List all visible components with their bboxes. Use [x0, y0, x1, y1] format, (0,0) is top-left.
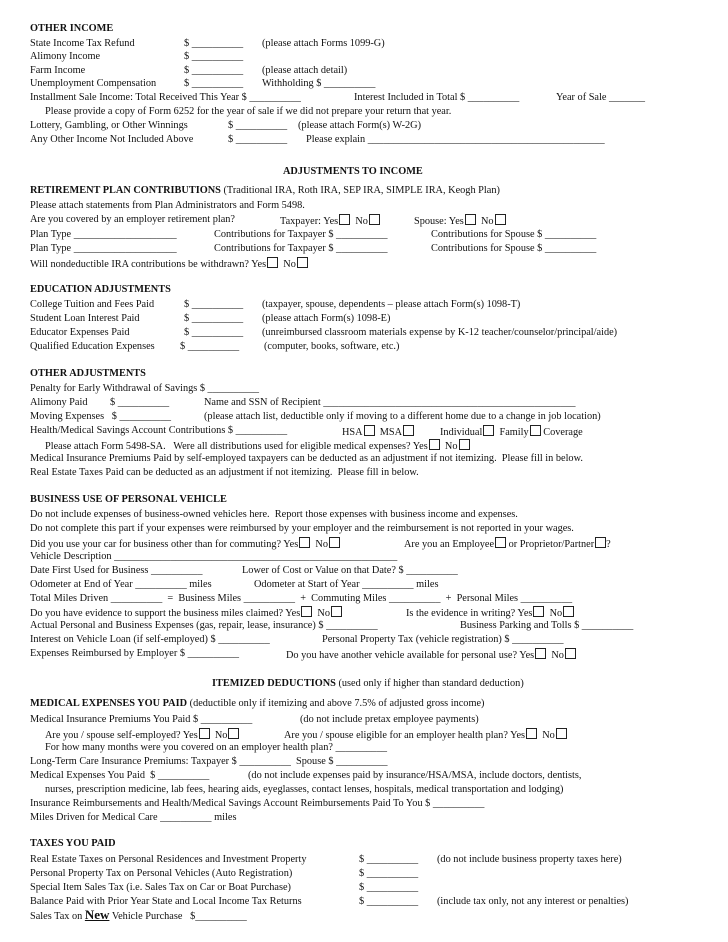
commute-no-label: No	[315, 539, 328, 550]
taxpayer-no-label: No	[355, 216, 368, 227]
nondeductible-no-checkbox[interactable]	[297, 257, 308, 268]
sales-tax-prefix: Sales Tax on	[30, 911, 83, 922]
retirement-covered-question: Are you covered by an employer retirement plan?	[30, 214, 235, 225]
other-adjustments-heading: OTHER ADJUSTMENTS	[30, 368, 146, 379]
commute-question-label: Did you use your car for business other than for commuting? Yes	[30, 539, 299, 550]
medical-premiums-note: (do not include pretax employee payments)	[300, 714, 479, 725]
hsa-label: HSA	[342, 427, 363, 438]
state-refund-note: (please attach Forms 1099-G)	[262, 38, 385, 49]
sales-tax-new-label: New	[84, 907, 110, 922]
moving-expenses[interactable]: Moving Expenses $ __________	[30, 411, 172, 422]
student-loan-amount[interactable]: $ __________	[184, 313, 244, 324]
writing-question	[406, 606, 574, 620]
lottery-label: Lottery, Gambling, or Other Winnings	[30, 120, 188, 131]
odometer-end[interactable]: Odometer at End of Year __________ miles	[30, 579, 212, 590]
hsa-checkbox[interactable]	[364, 425, 375, 436]
coverage-label: Coverage	[543, 427, 583, 438]
evidence-yes-checkbox[interactable]	[301, 606, 312, 617]
nondeductible-ira-label: Will nondeductible IRA contributions be withdrawn? Yes	[30, 259, 267, 270]
retirement-heading-line	[30, 185, 500, 197]
hsa-contributions[interactable]: Health/Medical Savings Account Contributions $ __________	[30, 425, 288, 436]
education-heading: EDUCATION ADJUSTMENTS	[30, 284, 171, 295]
eligible-plan-no-checkbox[interactable]	[556, 728, 567, 739]
another-vehicle-no-label: No	[551, 650, 564, 661]
medical-expenses-paid[interactable]: Medical Expenses You Paid $ __________	[30, 770, 210, 781]
student-loan-label: Student Loan Interest Paid	[30, 313, 140, 324]
spouse-yes-label: Spouse: Yes	[414, 216, 464, 227]
adjustments-heading: ADJUSTMENTS TO INCOME	[283, 166, 423, 177]
alimony-income-label: Alimony Income	[30, 51, 101, 62]
individual-coverage-checkbox[interactable]	[483, 425, 494, 436]
state-refund-amount[interactable]: $ __________	[184, 38, 244, 49]
any-other-income-label: Any Other Income Not Included Above	[30, 134, 194, 145]
family-label: Family	[499, 427, 529, 438]
farm-income-note: (please attach detail)	[262, 65, 348, 76]
nondeductible-yes-checkbox[interactable]	[267, 257, 278, 268]
insurance-reimbursements[interactable]: Insurance Reimbursements and Health/Medical Savings Account Reimbursements Paid To You $ __________	[30, 798, 485, 809]
eligible-plan-question	[284, 728, 567, 742]
plan-type-2[interactable]: Plan Type ____________________	[30, 243, 177, 254]
farm-income-label: Farm Income	[30, 65, 86, 76]
educator-note: (unreimbursed classroom materials expense by K-12 teacher/counselor/principal/aide)	[262, 327, 618, 338]
special-sales-tax-amount[interactable]: $ __________	[359, 882, 419, 893]
long-term-care-premiums[interactable]: Long-Term Care Insurance Premiums: Taxpayer $ __________ Spouse $ __________	[30, 756, 388, 767]
commute-yes-checkbox[interactable]	[299, 537, 310, 548]
unemployment-label: Unemployment Compensation	[30, 78, 157, 89]
medical-expenses-note-2: nurses, prescription medicine, lab fees, hearing aids, eyeglasses, contact lenses, hospitals, medical transportation and lodging)	[45, 784, 564, 795]
total-miles-driven[interactable]: Total Miles Driven __________ = Business Miles __________ + Commuting Miles __________ + Personal Miles __________	[30, 593, 573, 604]
eligible-plan-label: Are you / spouse eligible for an employer health plan? Yes	[284, 730, 526, 741]
msa-checkbox[interactable]	[403, 425, 414, 436]
real-estate-taxes-amount[interactable]: $ __________	[359, 854, 419, 865]
plan-type-1[interactable]: Plan Type ____________________	[30, 229, 177, 240]
taxes-paid-heading: TAXES YOU PAID	[30, 838, 116, 849]
spouse-covered-group	[414, 214, 506, 228]
alimony-paid-amount[interactable]: $ __________	[110, 397, 170, 408]
employee-label: Are you an Employee	[404, 539, 495, 550]
vehicle-property-tax[interactable]: Personal Property Tax (vehicle registration) $ __________	[322, 634, 564, 645]
evidence-no-checkbox[interactable]	[331, 606, 342, 617]
vehicle-description[interactable]: Vehicle Description _______________________________________________________	[30, 551, 398, 562]
retirement-subheading: (Traditional IRA, Roth IRA, SEP IRA, SIMPLE IRA, Keogh Plan)	[223, 185, 500, 196]
tuition-note: (taxpayer, spouse, dependents – please attach Form(s) 1098-T)	[262, 299, 521, 310]
lottery-note: (please attach Form(s) W-2G)	[298, 120, 422, 131]
tuition-label: College Tuition and Fees Paid	[30, 299, 155, 310]
educator-label: Educator Expenses Paid	[30, 327, 130, 338]
hsa-note: Please attach Form 5498-SA. Were all distributions used for eligible medical expenses? Yes	[45, 441, 428, 452]
self-employed-no-checkbox[interactable]	[228, 728, 239, 739]
sales-tax-suffix[interactable]: Vehicle Purchase $__________	[111, 911, 247, 922]
installment-year[interactable]: Year of Sale _______	[556, 92, 646, 103]
actual-expenses[interactable]: Actual Personal and Business Expenses (gas, repair, lease, insurance) $ __________	[30, 620, 378, 631]
coverage-group	[440, 425, 583, 439]
employee-checkbox[interactable]	[495, 537, 506, 548]
eligible-plan-yes-checkbox[interactable]	[526, 728, 537, 739]
writing-yes-checkbox[interactable]	[533, 606, 544, 617]
vehicle-heading: BUSINESS USE OF PERSONAL VEHICLE	[30, 494, 227, 505]
installment-sale-label[interactable]: Installment Sale Income: Total Received This Year $ __________	[30, 92, 301, 103]
special-sales-tax-label: Special Item Sales Tax (i.e. Sales Tax on Car or Boat Purchase)	[30, 882, 291, 893]
balance-paid-amount[interactable]: $ __________	[359, 896, 419, 907]
new-vehicle-sales-tax	[30, 909, 247, 923]
another-vehicle-question	[286, 648, 576, 662]
contrib-taxpayer-2[interactable]: Contributions for Taxpayer $ __________	[214, 243, 388, 254]
contrib-taxpayer-1[interactable]: Contributions for Taxpayer $ __________	[214, 229, 388, 240]
parking-tolls[interactable]: Business Parking and Tolls $ __________	[460, 620, 634, 631]
alimony-recipient-ssn[interactable]: Name and SSN of Recipient _________________________________________________	[204, 397, 576, 408]
penalty-early-withdrawal[interactable]: Penalty for Early Withdrawal of Savings $ __________	[30, 383, 260, 394]
commute-question	[30, 537, 340, 551]
evidence-no-label: No	[317, 608, 330, 619]
contrib-spouse-2[interactable]: Contributions for Spouse $ __________	[431, 243, 597, 254]
self-employed-label: Are you / spouse self-employed? Yes	[45, 730, 198, 741]
vehicle-note-2: Do not complete this part if your expenses were reimbursed by your employer and the reimbursement is not reported in your wages.	[30, 523, 574, 534]
writing-question-label: Is the evidence in writing? Yes	[406, 608, 533, 619]
balance-paid-label: Balance Paid with Prior Year State and Local Income Tax Returns	[30, 896, 302, 907]
nondeductible-ira-question	[30, 257, 308, 271]
taxpayer-yes-label: Taxpayer: Yes	[280, 216, 339, 227]
other-income-heading: OTHER INCOME	[30, 23, 114, 34]
student-loan-note: (please attach Form(s) 1098-E)	[262, 313, 391, 324]
another-vehicle-label: Do you have another vehicle available for personal use? Yes	[286, 650, 535, 661]
retirement-heading: RETIREMENT PLAN CONTRIBUTIONS	[30, 185, 221, 196]
proprietor-checkbox[interactable]	[595, 537, 606, 548]
hsa-eligible-no-checkbox[interactable]	[459, 439, 470, 450]
evidence-question	[30, 606, 342, 620]
hsa-eligible-no-label: No	[444, 441, 458, 452]
moving-expenses-note: (please attach list, deductible only if moving to a different home due to a change in job location)	[204, 411, 601, 422]
personal-property-tax-label: Personal Property Tax on Personal Vehicles (Auto Registration)	[30, 868, 293, 879]
itemized-heading-line	[212, 678, 524, 690]
unemployment-amount[interactable]: $ __________	[184, 78, 244, 89]
medical-expenses-note: (do not include expenses paid by insurance/HSA/MSA, include doctors, dentists,	[248, 770, 582, 781]
installment-note: Please provide a copy of Form 6252 for the year of sale if we did not prepare your return that year.	[45, 106, 452, 117]
any-other-income-explain[interactable]: Please explain ______________________________________________	[306, 134, 605, 145]
writing-no-checkbox[interactable]	[563, 606, 574, 617]
another-vehicle-no-checkbox[interactable]	[565, 648, 576, 659]
contrib-spouse-1[interactable]: Contributions for Spouse $ __________	[431, 229, 597, 240]
medical-heading: MEDICAL EXPENSES YOU PAID	[30, 698, 188, 709]
unemployment-withholding[interactable]: Withholding $ __________	[262, 78, 376, 89]
any-other-income-amount[interactable]: $ __________	[228, 134, 288, 145]
itemized-heading-note: (used only if higher than standard deduction)	[338, 678, 524, 689]
spouse-covered-no-checkbox[interactable]	[495, 214, 506, 225]
msa-label: MSA	[379, 427, 403, 438]
commute-no-checkbox[interactable]	[329, 537, 340, 548]
medical-miles[interactable]: Miles Driven for Medical Care __________ miles	[30, 812, 237, 823]
lottery-amount[interactable]: $ __________	[228, 120, 288, 131]
individual-label: Individual	[440, 427, 483, 438]
real-estate-taxes-note: (do not include business property taxes here)	[437, 854, 622, 865]
vehicle-note-1: Do not include expenses of business-owned vehicles here. Report those expenses with business income and expenses.	[30, 509, 518, 520]
evidence-question-label: Do you have evidence to support the business miles claimed? Yes	[30, 608, 301, 619]
educator-amount[interactable]: $ __________	[184, 327, 244, 338]
months-covered[interactable]: For how many months were you covered on an employer health plan? __________	[45, 742, 388, 753]
itemized-heading: ITEMIZED DEDUCTIONS	[212, 678, 336, 689]
employer-reimbursed[interactable]: Expenses Reimbursed by Employer $ __________	[30, 648, 240, 659]
medical-heading-note: (deductible only if itemizing and above 7.5% of adjusted gross income)	[189, 698, 485, 709]
hsa-distributions-question	[45, 439, 470, 453]
vehicle-loan-interest[interactable]: Interest on Vehicle Loan (if self-employed) $ __________	[30, 634, 270, 645]
real-estate-adjustment-note: Real Estate Taxes Paid can be deducted as an adjustment if not itemizing. Please fill in below.	[30, 467, 419, 478]
family-coverage-checkbox[interactable]	[530, 425, 541, 436]
self-employed-question	[45, 728, 239, 742]
employee-question	[404, 537, 611, 551]
taxpayer-covered-no-checkbox[interactable]	[369, 214, 380, 225]
odometer-start[interactable]: Odometer at Start of Year __________ miles	[254, 579, 439, 590]
spouse-no-label: No	[480, 216, 494, 227]
alimony-income-amount[interactable]: $ __________	[184, 51, 244, 62]
lower-cost-value[interactable]: Lower of Cost or Value on that Date? $ __________	[242, 565, 458, 576]
alimony-paid-label: Alimony Paid	[30, 397, 88, 408]
state-refund-label: State Income Tax Refund	[30, 38, 135, 49]
nondeductible-no-label: No	[283, 259, 296, 270]
proprietor-label: or Proprietor/Partner	[508, 539, 595, 550]
taxpayer-covered-yes-checkbox[interactable]	[339, 214, 350, 225]
writing-no-label: No	[549, 608, 563, 619]
self-employed-yes-checkbox[interactable]	[199, 728, 210, 739]
employee-question-mark: ?	[606, 539, 611, 550]
medical-heading-line	[30, 698, 484, 710]
farm-income-amount[interactable]: $ __________	[184, 65, 244, 76]
self-employed-insurance-note: Medical Insurance Premiums Paid by self-employed taxpayers can be deducted as an adjustment if not itemizing. Please fill in below.	[30, 453, 583, 464]
medical-premiums[interactable]: Medical Insurance Premiums You Paid $ __________	[30, 714, 253, 725]
qualified-education-note: (computer, books, software, etc.)	[264, 341, 400, 352]
spouse-covered-yes-checkbox[interactable]	[465, 214, 476, 225]
self-employed-no-label: No	[214, 730, 228, 741]
hsa-eligible-yes-checkbox[interactable]	[429, 439, 440, 450]
qualified-education-label: Qualified Education Expenses	[30, 341, 155, 352]
taxpayer-covered-group	[280, 214, 380, 228]
date-first-used[interactable]: Date First Used for Business __________	[30, 565, 203, 576]
personal-property-tax-amount[interactable]: $ __________	[359, 868, 419, 879]
retirement-statements-note: Please attach statements from Plan Administrators and Form 5498.	[30, 200, 305, 211]
hsa-msa-group	[342, 425, 414, 439]
another-vehicle-yes-checkbox[interactable]	[535, 648, 546, 659]
tuition-amount[interactable]: $ __________	[184, 299, 244, 310]
installment-interest[interactable]: Interest Included in Total $ __________	[354, 92, 520, 103]
qualified-education-amount[interactable]: $ __________	[180, 341, 240, 352]
real-estate-taxes-label: Real Estate Taxes on Personal Residences and Investment Property	[30, 854, 307, 865]
eligible-plan-no-label: No	[542, 730, 555, 741]
balance-paid-note: (include tax only, not any interest or penalties)	[437, 896, 629, 907]
